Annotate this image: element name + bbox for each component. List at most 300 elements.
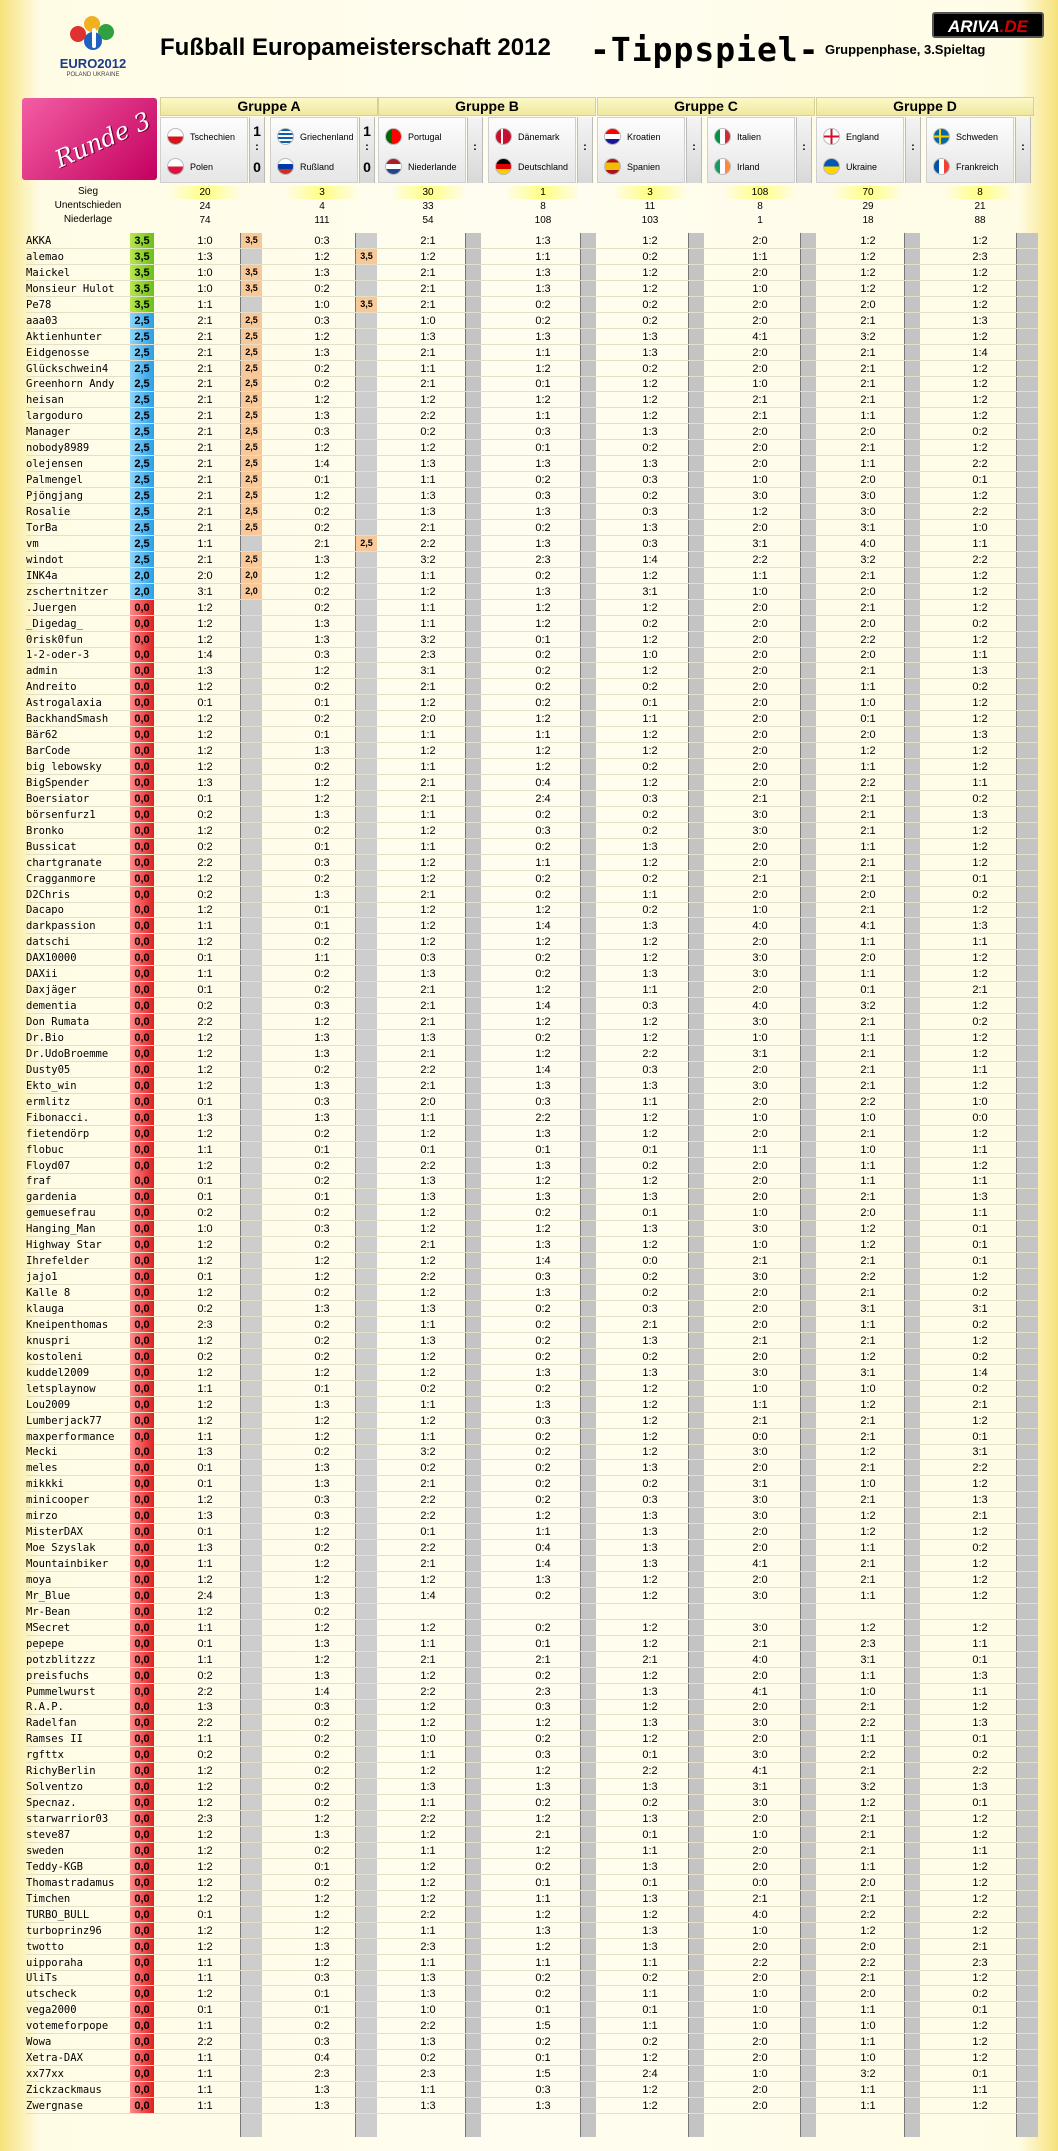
es-flag-icon	[604, 158, 621, 175]
bonus-points	[356, 376, 377, 391]
tip-cell: 2:0	[752, 2084, 768, 2096]
bonus-points	[241, 1907, 262, 1922]
tip-cell: 1:2	[972, 2020, 988, 2032]
tip-cell: 1:3	[314, 1829, 330, 1841]
score-separator: :	[473, 141, 477, 153]
tip-cell: 0:1	[642, 2004, 658, 2016]
tip-cell: 2:2	[420, 2020, 436, 2032]
tip-cell: 2:1	[972, 1399, 988, 1411]
player-points: 0,0	[130, 1142, 154, 1158]
player-name: Xetra-DAX	[26, 2052, 83, 2064]
tip-cell: 3:0	[752, 1446, 768, 1458]
tip-cell: 2:2	[420, 1542, 436, 1554]
table-row	[0, 1620, 1058, 1636]
tip-cell: 0:1	[314, 920, 330, 932]
tip-cell: 1:1	[860, 841, 876, 853]
tip-cell: 0:3	[535, 1749, 551, 1761]
tip-cell: 2:0	[420, 713, 436, 725]
tip-cell: 1:2	[860, 1622, 876, 1634]
table-row	[0, 456, 1058, 472]
stat-value: 20	[170, 186, 240, 199]
tip-cell: 1:1	[197, 1431, 213, 1443]
tip-cell: 4:1	[752, 331, 768, 343]
tip-cell: 2:1	[197, 506, 213, 518]
bonus-points	[356, 1859, 377, 1874]
player-name: Pe78	[26, 299, 52, 311]
bonus-points	[356, 2098, 377, 2113]
tip-cell: 2:1	[860, 665, 876, 677]
tip-cell: 1:2	[314, 490, 330, 502]
tip-cell: 2:2	[972, 1765, 988, 1777]
tip-cell: 1:1	[420, 1925, 436, 1937]
tip-cell: 2:0	[860, 299, 876, 311]
bonus-points	[241, 743, 262, 758]
table-row	[0, 1142, 1058, 1158]
tip-cell: 1:2	[314, 1367, 330, 1379]
tip-cell: 2:1	[860, 1462, 876, 1474]
tip-cell: 1:3	[972, 920, 988, 932]
tip-cell: 1:2	[535, 1717, 551, 1729]
bonus-points	[241, 1795, 262, 1810]
player-name: letsplaynow	[26, 1383, 96, 1395]
bonus-points	[356, 934, 377, 949]
tip-cell: 1:2	[197, 1941, 213, 1953]
player-name: Rosalie	[26, 506, 71, 518]
match-card[interactable]	[707, 117, 795, 183]
ariva-logo[interactable]	[932, 12, 1044, 38]
tip-cell: 1:2	[642, 1415, 658, 1427]
tip-cell: 1:2	[197, 681, 213, 693]
tip-cell: 2:1	[420, 522, 436, 534]
match-card[interactable]	[270, 117, 358, 183]
match-card[interactable]	[488, 117, 576, 183]
bonus-points	[241, 887, 262, 902]
tip-cell: 0:2	[535, 522, 551, 534]
tip-cell: 1:0	[752, 2004, 768, 2016]
bonus-points	[356, 440, 377, 455]
tip-cell: 4:0	[752, 920, 768, 932]
player-name: Highway Star	[26, 1239, 102, 1251]
table-row	[0, 472, 1058, 488]
tip-cell: 2:0	[860, 474, 876, 486]
bonus-points	[356, 520, 377, 535]
tip-cell: 1:1	[860, 1590, 876, 1602]
score-separator: :	[365, 141, 369, 153]
table-row	[0, 902, 1058, 918]
tip-cell: 1:4	[535, 1000, 551, 1012]
bonus-points	[356, 1333, 377, 1348]
tip-cell: 1:2	[860, 235, 876, 247]
bonus-points	[356, 1699, 377, 1714]
bonus-points	[356, 1747, 377, 1762]
bonus-points	[241, 1094, 262, 1109]
player-name: TURBO_BULL	[26, 1909, 90, 1921]
tip-cell: 0:2	[535, 1797, 551, 1809]
stat-label-3: Niederlage	[63, 214, 113, 225]
player-name: Cragganmore	[26, 873, 96, 885]
tip-cell: 2:0	[752, 347, 768, 359]
table-row	[0, 1317, 1058, 1333]
tip-cell: 1:2	[972, 1877, 988, 1889]
tip-cell: 1:2	[420, 1255, 436, 1267]
tip-cell: 1:2	[972, 394, 988, 406]
tip-cell: 0:2	[535, 1383, 551, 1395]
bonus-points	[356, 1668, 377, 1683]
table-row	[0, 1588, 1058, 1604]
table-row	[0, 1540, 1058, 1556]
table-row	[0, 1827, 1058, 1843]
table-row	[0, 1715, 1058, 1731]
tip-cell: 0:1	[642, 1877, 658, 1889]
tip-cell: 0:1	[972, 1239, 988, 1251]
tip-cell: 0:1	[642, 1749, 658, 1761]
player-name: steve87	[26, 1829, 71, 1841]
match-score	[905, 117, 921, 183]
tip-cell: 1:3	[642, 1510, 658, 1522]
tip-cell: 1:2	[642, 1622, 658, 1634]
bonus-points	[356, 743, 377, 758]
tip-cell: 0:2	[642, 2036, 658, 2048]
player-name: Solventzo	[26, 1781, 83, 1793]
bonus-points	[356, 408, 377, 423]
player-points: 0,0	[130, 1046, 154, 1062]
bonus-points	[241, 1524, 262, 1539]
player-name: MSecret	[26, 1622, 71, 1634]
player-points: 3,5	[130, 265, 154, 281]
tip-cell: 2:0	[752, 634, 768, 646]
bonus-points	[356, 1317, 377, 1332]
tip-cell: 2:1	[860, 378, 876, 390]
tip-cell: 0:1	[197, 984, 213, 996]
tip-cell: 2:0	[860, 649, 876, 661]
tip-cell: 1:2	[535, 1941, 551, 1953]
tip-cell: 2:0	[752, 1526, 768, 1538]
tip-cell: 1:2	[420, 857, 436, 869]
table-row	[0, 1907, 1058, 1923]
tip-cell: 1:2	[420, 1717, 436, 1729]
tip-cell: 1:1	[860, 1175, 876, 1187]
table-row	[0, 2050, 1058, 2066]
tip-cell: 1:2	[197, 618, 213, 630]
table-row	[0, 329, 1058, 345]
stat-value: 70	[833, 186, 903, 199]
tip-cell: 0:1	[535, 442, 551, 454]
player-points: 0,0	[130, 1301, 154, 1317]
tip-cell: 1:0	[752, 1207, 768, 1219]
tip-cell: 1:3	[535, 1239, 551, 1251]
table-row	[0, 2002, 1058, 2018]
player-points: 0,0	[130, 1779, 154, 1795]
tip-cell: 0:1	[642, 1207, 658, 1219]
tip-cell: 1:2	[535, 602, 551, 614]
tip-cell: 2:3	[972, 1957, 988, 1969]
tip-cell: 1:1	[197, 2084, 213, 2096]
tip-cell: 1:2	[972, 1893, 988, 1905]
match-card[interactable]	[926, 117, 1014, 183]
bonus-points	[241, 695, 262, 710]
tip-cell: 2:0	[752, 665, 768, 677]
player-points: 2,5	[130, 313, 154, 329]
match-score	[796, 117, 812, 183]
tip-cell: 1:2	[860, 1797, 876, 1809]
score-separator: :	[911, 141, 915, 153]
tip-cell: 2:0	[752, 777, 768, 789]
tip-cell: 2:0	[752, 1701, 768, 1713]
tip-cell: 2:0	[752, 1303, 768, 1315]
home-team	[714, 128, 761, 145]
player-points: 0,0	[130, 1715, 154, 1731]
tip-cell: 2:0	[752, 458, 768, 470]
bonus-points	[241, 2018, 262, 2033]
bonus-points: 2,5	[241, 488, 262, 503]
bonus-points	[241, 1126, 262, 1141]
tip-cell: 1:3	[197, 1112, 213, 1124]
tip-cell: 1:1	[972, 1686, 988, 1698]
bonus-points	[356, 695, 377, 710]
table-row	[0, 1636, 1058, 1652]
tip-cell: 3:0	[752, 1223, 768, 1235]
bonus-points	[356, 902, 377, 917]
player-points: 0,0	[130, 1110, 154, 1126]
bonus-points	[241, 1381, 262, 1396]
table-row	[0, 1253, 1058, 1269]
tip-cell: 1:2	[197, 1048, 213, 1060]
bonus-points	[356, 1875, 377, 1890]
tip-cell: 0:1	[197, 1478, 213, 1490]
bonus-points: 2,0	[241, 568, 262, 583]
bonus-points	[241, 1460, 262, 1475]
tip-cell: 1:2	[972, 1558, 988, 1570]
player-name: Greenhorn Andy	[26, 378, 115, 390]
player-points: 0,0	[130, 727, 154, 743]
tip-cell: 1:3	[314, 1478, 330, 1490]
player-points: 2,5	[130, 456, 154, 472]
tip-cell: 1:0	[752, 586, 768, 598]
tip-cell: 0:1	[972, 1797, 988, 1809]
home-team-name: Schweden	[956, 131, 999, 142]
bonus-points: 2,5	[241, 472, 262, 487]
tip-cell: 2:0	[420, 1096, 436, 1108]
tip-cell: 1:3	[642, 1893, 658, 1905]
tip-cell: 1:0	[752, 1112, 768, 1124]
player-points: 0,0	[130, 2082, 154, 2098]
bonus-points	[241, 918, 262, 933]
player-name: Dr.Bio	[26, 1032, 64, 1044]
player-points: 0,0	[130, 695, 154, 711]
player-name: Teddy-KGB	[26, 1861, 83, 1873]
match-card[interactable]	[597, 117, 685, 183]
tip-cell: 0:1	[314, 1144, 330, 1156]
tip-cell: 0:2	[535, 299, 551, 311]
player-name: 0risk0fun	[26, 634, 83, 646]
tip-cell: 1:1	[420, 618, 436, 630]
match-card[interactable]	[160, 117, 248, 183]
tip-cell: 1:3	[535, 1399, 551, 1411]
table-row	[0, 1986, 1058, 2002]
tip-cell: 1:2	[972, 1415, 988, 1427]
table-row	[0, 616, 1058, 632]
tip-cell: 1:2	[642, 729, 658, 741]
tip-cell: 0:1	[197, 697, 213, 709]
tip-cell: 2:1	[860, 315, 876, 327]
tip-cell: 2:1	[420, 984, 436, 996]
tip-cell: 2:2	[972, 506, 988, 518]
home-team	[933, 128, 998, 145]
tip-cell: 1:2	[197, 1367, 213, 1379]
player-name: olejensen	[26, 458, 83, 470]
tip-cell: 2:0	[197, 570, 213, 582]
tip-cell: 1:1	[642, 984, 658, 996]
tip-cell: 0:2	[314, 1733, 330, 1745]
tip-cell: 0:1	[197, 1909, 213, 1921]
tip-cell: 0:2	[972, 1988, 988, 2000]
tip-cell: 0:2	[197, 1351, 213, 1363]
tip-cell: 3:0	[752, 809, 768, 821]
tip-cell: 2:2	[752, 1957, 768, 1969]
table-row	[0, 871, 1058, 887]
tip-cell: 0:3	[314, 1000, 330, 1012]
table-row	[0, 1413, 1058, 1429]
table-row	[0, 440, 1058, 456]
tip-cell: 0:1	[314, 729, 330, 741]
tip-cell: 0:2	[642, 1160, 658, 1172]
table-row	[0, 1460, 1058, 1476]
match-card[interactable]	[816, 117, 904, 183]
bonus-points	[356, 1381, 377, 1396]
tip-cell: 1:1	[535, 347, 551, 359]
tip-cell: 1:1	[535, 410, 551, 422]
player-points: 0,0	[130, 1317, 154, 1333]
bonus-points	[241, 1221, 262, 1236]
home-team-name: Tschechien	[190, 131, 236, 142]
bonus-points: 3,5	[356, 297, 377, 312]
table-row	[0, 1923, 1058, 1939]
table-row	[0, 1524, 1058, 1540]
tip-cell: 2:1	[860, 1191, 876, 1203]
tip-cell: 1:2	[420, 1351, 436, 1363]
tip-cell: 0:2	[972, 1351, 988, 1363]
tip-cell: 1:1	[972, 936, 988, 948]
tip-cell: 0:2	[197, 1000, 213, 1012]
player-points: 0,0	[130, 1923, 154, 1939]
ariva-brand: ARIVA	[948, 17, 1000, 36]
bonus-points	[356, 1907, 377, 1922]
tip-cell: 1:2	[420, 920, 436, 932]
tip-cell: 0:2	[972, 681, 988, 693]
player-name: _Digedag_	[26, 618, 83, 630]
player-name: Ihrefelder	[26, 1255, 90, 1267]
tip-cell: 1:3	[420, 490, 436, 502]
match-card[interactable]	[378, 117, 466, 183]
player-points: 0,0	[130, 1365, 154, 1381]
player-name: klauga	[26, 1303, 64, 1315]
tip-cell: 1:2	[642, 394, 658, 406]
tip-cell: 1:1	[972, 2084, 988, 2096]
tip-cell: 0:4	[535, 1542, 551, 1554]
tip-cell: 1:2	[420, 1670, 436, 1682]
tip-cell: 1:2	[972, 2100, 988, 2112]
bonus-points	[241, 1556, 262, 1571]
player-name: mirzo	[26, 1510, 58, 1522]
tip-cell: 1:2	[197, 1255, 213, 1267]
tip-cell: 0:1	[972, 1431, 988, 1443]
player-points: 2,5	[130, 392, 154, 408]
tip-cell: 1:2	[197, 713, 213, 725]
tip-cell: 0:2	[642, 618, 658, 630]
tip-cell: 0:2	[642, 251, 658, 263]
tip-cell: 1:3	[197, 1542, 213, 1554]
tip-cell: 2:1	[972, 1510, 988, 1522]
tip-cell: 1:1	[860, 1319, 876, 1331]
tip-cell: 2:0	[860, 1988, 876, 2000]
tip-cell: 0:3	[535, 825, 551, 837]
tip-cell: 1:3	[420, 331, 436, 343]
bonus-points	[241, 1046, 262, 1061]
table-row	[0, 966, 1058, 982]
bonus-points	[241, 1604, 262, 1619]
player-points: 0,0	[130, 1731, 154, 1747]
tip-cell: 1:0	[860, 1478, 876, 1490]
tip-cell: 1:3	[535, 1925, 551, 1937]
table-row	[0, 2018, 1058, 2034]
tip-cell: 2:1	[420, 283, 436, 295]
match-score	[467, 117, 483, 183]
tip-cell: 1:2	[420, 1893, 436, 1905]
tip-cell: 1:2	[642, 2052, 658, 2064]
away-team-name: Polen	[190, 161, 214, 172]
player-points: 0,0	[130, 1397, 154, 1413]
tip-cell: 2:2	[197, 1016, 213, 1028]
home-team	[167, 128, 235, 145]
group-header-1: Gruppe A	[160, 97, 378, 116]
bonus-points: 2,5	[241, 329, 262, 344]
player-points: 0,0	[130, 1588, 154, 1604]
bonus-points	[241, 1508, 262, 1523]
tip-cell: 1:1	[972, 1207, 988, 1219]
tip-cell: 1:2	[420, 1574, 436, 1586]
bonus-points	[241, 1731, 262, 1746]
tip-cell: 0:2	[314, 1877, 330, 1889]
tip-cell: 0:1	[535, 378, 551, 390]
tip-cell: 1:3	[642, 1861, 658, 1873]
bonus-points: 3,5	[241, 265, 262, 280]
player-points: 0,0	[130, 823, 154, 839]
tip-cell: 1:2	[197, 1080, 213, 1092]
tip-cell: 1:3	[535, 1160, 551, 1172]
player-name: kostoleni	[26, 1351, 83, 1363]
tip-cell: 1:2	[642, 665, 658, 677]
tip-cell: 2:0	[752, 299, 768, 311]
table-row	[0, 918, 1058, 934]
tip-cell: 1:3	[535, 1080, 551, 1092]
bonus-points	[356, 456, 377, 471]
bonus-points	[356, 775, 377, 790]
tip-cell: 1:1	[197, 1558, 213, 1570]
tip-cell: 1:3	[420, 1191, 436, 1203]
tip-cell: 1:3	[972, 665, 988, 677]
tip-cell: 0:2	[535, 315, 551, 327]
tip-cell: 1:2	[420, 936, 436, 948]
tip-cell: 0:1	[197, 1191, 213, 1203]
player-name: .Juergen	[26, 602, 77, 614]
tip-cell: 2:1	[197, 474, 213, 486]
tip-cell: 1:2	[314, 1909, 330, 1921]
table-row	[0, 520, 1058, 536]
tip-cell: 2:0	[752, 1733, 768, 1745]
tip-cell: 0:1	[197, 1271, 213, 1283]
bonus-points	[356, 1508, 377, 1523]
tip-cell: 2:1	[752, 873, 768, 885]
